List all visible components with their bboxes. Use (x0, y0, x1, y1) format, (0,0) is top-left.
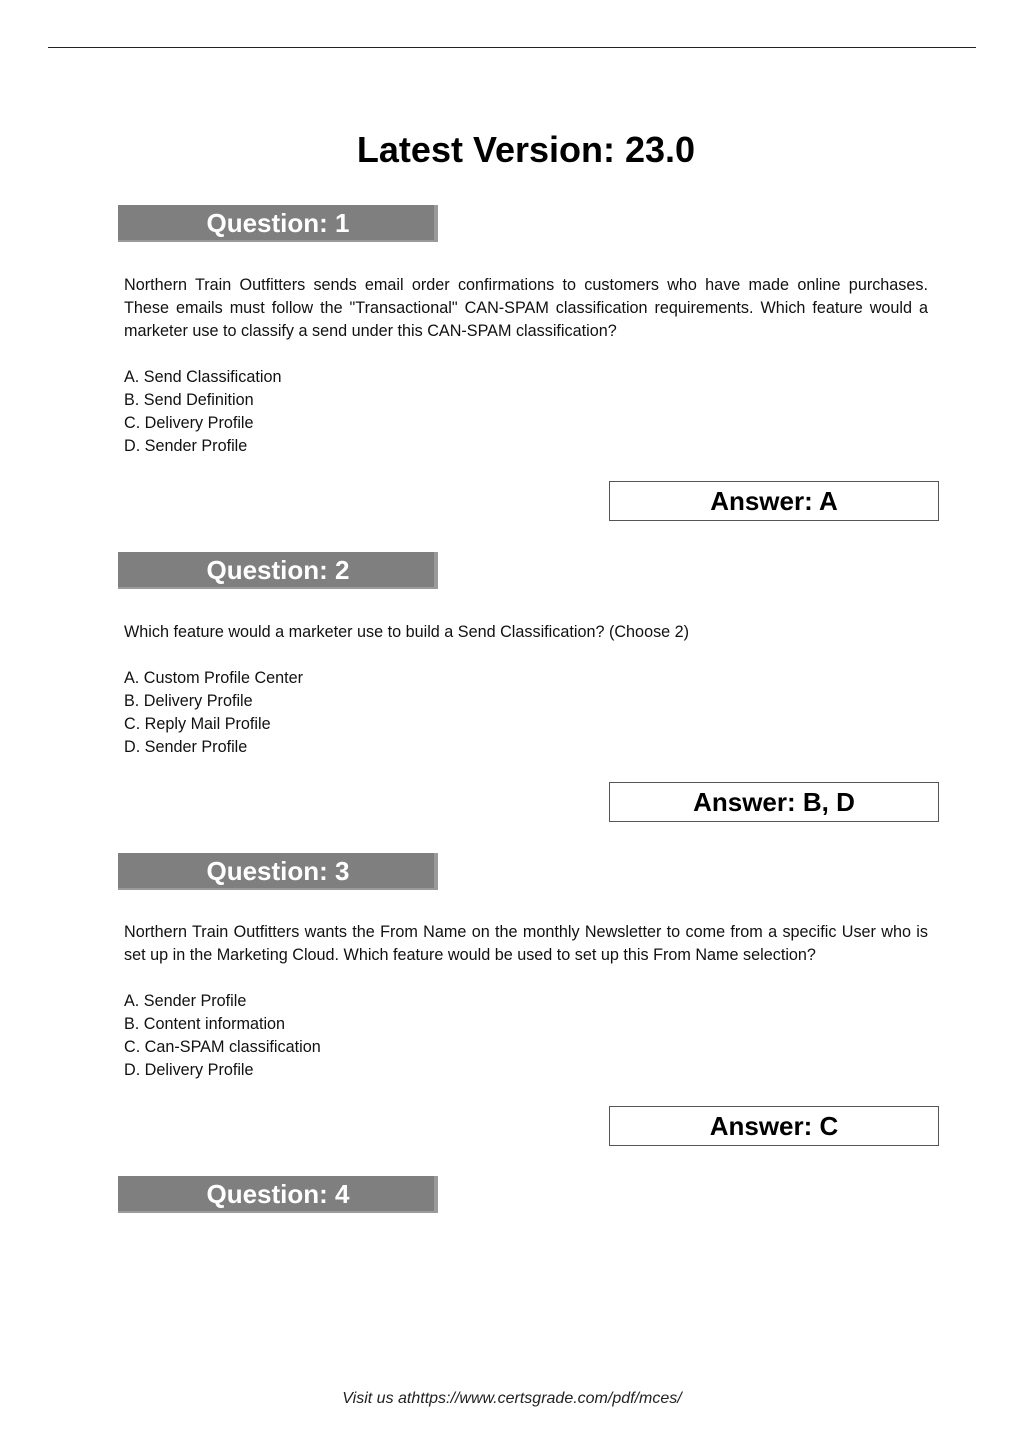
question-2-option-c: C. Reply Mail Profile (124, 715, 271, 733)
footer-link[interactable]: Visit us athttps://www.certsgrade.com/pdf/mces/ (342, 1390, 682, 1407)
question-3-answer: Answer: C (609, 1106, 939, 1146)
question-1-option-b: B. Send Definition (124, 391, 254, 409)
question-2-option-a: A. Custom Profile Center (124, 669, 304, 687)
top-rule (48, 47, 976, 48)
question-1-option-d: D. Sender Profile (124, 437, 248, 455)
question-2-header: Question: 2 (118, 552, 438, 589)
question-3-text: Northern Train Outfitters wants the From Name on the monthly Newsletter to come from a specific User who is set up in the Marketing Cloud. Which feature would be used to set up this From Name selection? (124, 923, 928, 964)
question-1-answer: Answer: A (609, 481, 939, 521)
question-1-text: Northern Train Outfitters sends email order confirmations to customers who have made online purchases. These emails must follow the "Transactional" CAN-SPAM classification requirements. Which feature would a marketer use to classify a send under this CAN-SPAM classification? (124, 276, 928, 340)
question-1-options (124, 366, 724, 458)
question-1-option-c: C. Delivery Profile (124, 414, 254, 432)
question-3-option-a: A. Sender Profile (124, 992, 247, 1010)
question-2-options (124, 667, 724, 759)
question-3-option-d: D. Delivery Profile (124, 1061, 254, 1079)
question-3-header: Question: 3 (118, 853, 438, 890)
question-4-header: Question: 4 (118, 1176, 438, 1213)
page-title: Latest Version: 23.0 (356, 129, 696, 170)
question-3-options (124, 990, 724, 1082)
question-2-answer: Answer: B, D (609, 782, 939, 822)
question-1-header: Question: 1 (118, 205, 438, 242)
question-2-option-d: D. Sender Profile (124, 738, 248, 756)
question-3-option-c: C. Can-SPAM classification (124, 1038, 321, 1056)
question-1-option-a: A. Send Classification (124, 368, 282, 386)
question-2-option-b: B. Delivery Profile (124, 692, 253, 710)
question-3-option-b: B. Content information (124, 1015, 286, 1033)
question-2-text: Which feature would a marketer use to build a Send Classification? (Choose 2) (124, 623, 690, 641)
